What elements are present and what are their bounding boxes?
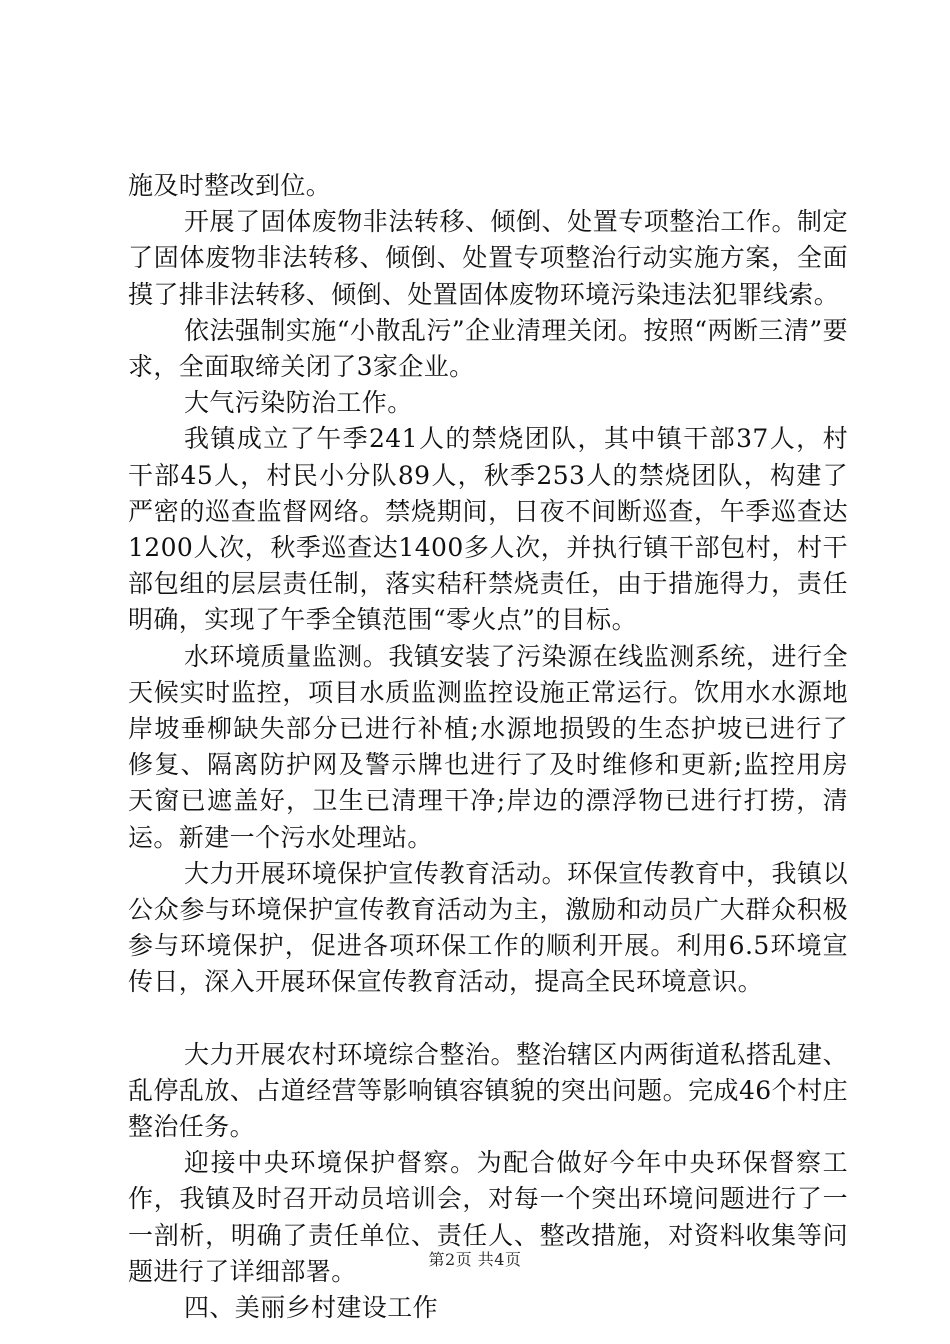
paragraph-burning-ban: 我镇成立了午季241人的禁烧团队，其中镇干部37人，村干部45人，村民小分队89人，秋季253人的禁烧团队，构建了严密的巡查监督网络。禁烧期间，日夜不间断巡查，午季巡查达1200人次，秋季巡查达1400多人次，并执行镇干部包村，村干部包组的层层责任制，落实秸秆禁烧责任，由于措施得力，责任明确，实现了午季全镇范围“零火点”的目标。	[128, 424, 848, 635]
paragraph-continuation: 施及时整改到位。	[128, 171, 332, 200]
paragraph-water-monitoring: 水环境质量监测。我镇安装了污染源在线监测系统，进行全天候实时监控，项目水质监测监控设施正常运行。饮用水水源地岸坡垂柳缺失部分已进行补植;水源地损毁的生态护坡已进行了修复、隔离防护网及警示牌也进行了及时维修和更新;监控用房天窗已遮盖好，卫生已清理干净;岸边的漂浮物已进行打捞，清运。新建一个污水处理站。	[128, 641, 848, 852]
document-body	[128, 168, 848, 1326]
paragraph-solid-waste: 开展了固体废物非法转移、倾倒、处置专项整治工作。制定了固体废物非法转移、倾倒、处置专项整治行动实施方案，全面摸了排非法转移、倾倒、处置固体废物环境污染违法犯罪线索。	[128, 207, 848, 309]
paragraph-rural-environment: 大力开展农村环境综合整治。整治辖区内两街道私搭乱建、乱停乱放、占道经营等影响镇容镇貌的突出问题。完成46个村庄整治任务。	[128, 1039, 848, 1142]
paragraph-central-inspection: 迎接中央环境保护督察。为配合做好今年中央环保督察工作，我镇及时召开动员培训会，对每一个突出环境问题进行了一一剖析，明确了责任单位、责任人、整改措施，对资料收集等问题进行了详细部署。	[128, 1148, 848, 1286]
section-heading-beautiful-village: 四、美丽乡村建设工作	[184, 1293, 439, 1323]
paragraph-enterprise-closure: 依法强制实施“小散乱污”企业清理关闭。按照“两断三清”要求，全面取缔关闭了3家企业。	[128, 315, 848, 382]
page-number-footer: 第2页 共4页	[428, 1250, 522, 1269]
paragraph-air-pollution-heading: 大气污染防治工作。	[184, 388, 413, 418]
paragraph-publicity-education: 大力开展环境保护宣传教育活动。环保宣传教育中，我镇以公众参与环境保护宣传教育活动为主，激励和动员广大群众积极参与环境保护，促进各项环保工作的顺利开展。利用6.5环境宣传日，深入开展环保宣传教育活动，提高全民环境意识。	[128, 858, 848, 997]
